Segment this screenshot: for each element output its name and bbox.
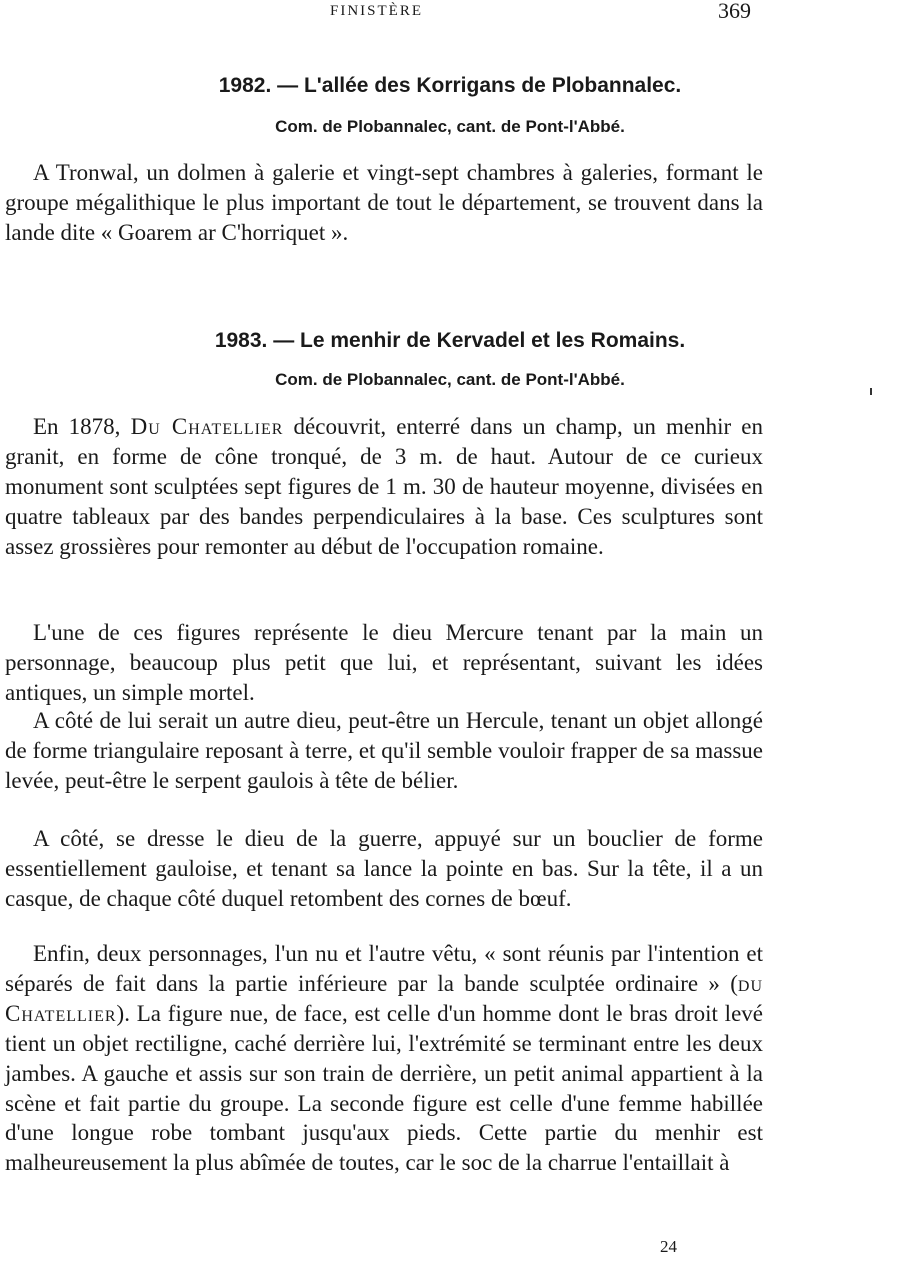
paragraph-1-text-end: découvrit, enterré dans un champ, un menhir en granit, en forme de cône tronqué, de 3 m. de haut. Autour de ce curieux monument sont sculptées sept figures de 1 m. 30 de hauteur moyenne, divisées en quatre tableaux par des bandes perpendiculaires à la base. Ces sculptures sont assez grossières pour remonter au début de l'occupation romaine. bbox=[5, 414, 763, 559]
page-number: 369 bbox=[718, 0, 751, 23]
paragraph-5-text-start: Enfin, deux personnages, l'un nu et l'autre vêtu, « sont réunis par l'intention et séparés de fait dans la partie inférieure par la bande sculptée ordinaire » ( bbox=[5, 941, 763, 996]
author-name: Du Chatellier bbox=[130, 414, 284, 439]
paragraph-1-text-start: En 1878, bbox=[33, 414, 131, 439]
section-1983-subtitle: Com. de Plobannalec, cant. de Pont-l'Abbé. bbox=[275, 370, 625, 389]
section-1983-paragraph-2: L'une de ces figures représente le dieu Mercure tenant par la main un personnage, beaucoup plus petit que lui, et représentant, suivant les idées antiques, un simple mortel. bbox=[5, 620, 763, 705]
section-1982-title: 1982. — L'allée des Korrigans de Plobannalec. bbox=[218, 74, 682, 97]
printer-signature: 24 bbox=[660, 1237, 677, 1256]
section-1982-paragraph: A Tronwal, un dolmen à galerie et vingt-sept chambres à galeries, formant le groupe mégalithique le plus important de tout le département, se trouvent dans la lande dite « Goarem ar C'horriquet ». bbox=[5, 160, 763, 245]
section-1983-paragraph-5 bbox=[5, 939, 763, 1178]
print-speck bbox=[870, 388, 872, 395]
section-1983-paragraph-3: A côté de lui serait un autre dieu, peut-être un Hercule, tenant un objet allongé de forme triangulaire reposant à terre, et qu'il semble vouloir frapper de sa massue levée, peut-être le serpent gaulois à tête de bélier. bbox=[5, 708, 763, 793]
section-1983-paragraph-1 bbox=[5, 412, 763, 562]
section-1982-subtitle: Com. de Plobannalec, cant. de Pont-l'Abbé. bbox=[275, 117, 625, 136]
author-name-citation: du Chatellier bbox=[5, 970, 763, 1026]
paragraph-5-text-end: ). La figure nue, de face, est celle d'un homme dont le bras droit levé tient un objet rectiligne, caché derrière lui, l'extrémité se terminant entre les deux jambes. A gauche et assis sur son train de derrière, un petit animal appartient à la scène et fait partie du groupe. La seconde figure est celle d'une femme habillée d'une longue robe tombant jusqu'aux pieds. Cette partie du menhir est malheureusement la plus abîmée de toutes, car le soc de la charrue l'entaillait à bbox=[5, 1000, 763, 1176]
section-1983-title: 1983. — Le menhir de Kervadel et les Romains. bbox=[214, 329, 686, 352]
section-1983-paragraph-4: A côté, se dresse le dieu de la guerre, appuyé sur un bouclier de forme essentiellement gauloise, et tenant sa lance la pointe en bas. Sur la tête, il a un casque, de chaque côté duquel retombent des cornes de bœuf. bbox=[5, 826, 763, 911]
running-title: FINISTÈRE bbox=[330, 3, 423, 19]
